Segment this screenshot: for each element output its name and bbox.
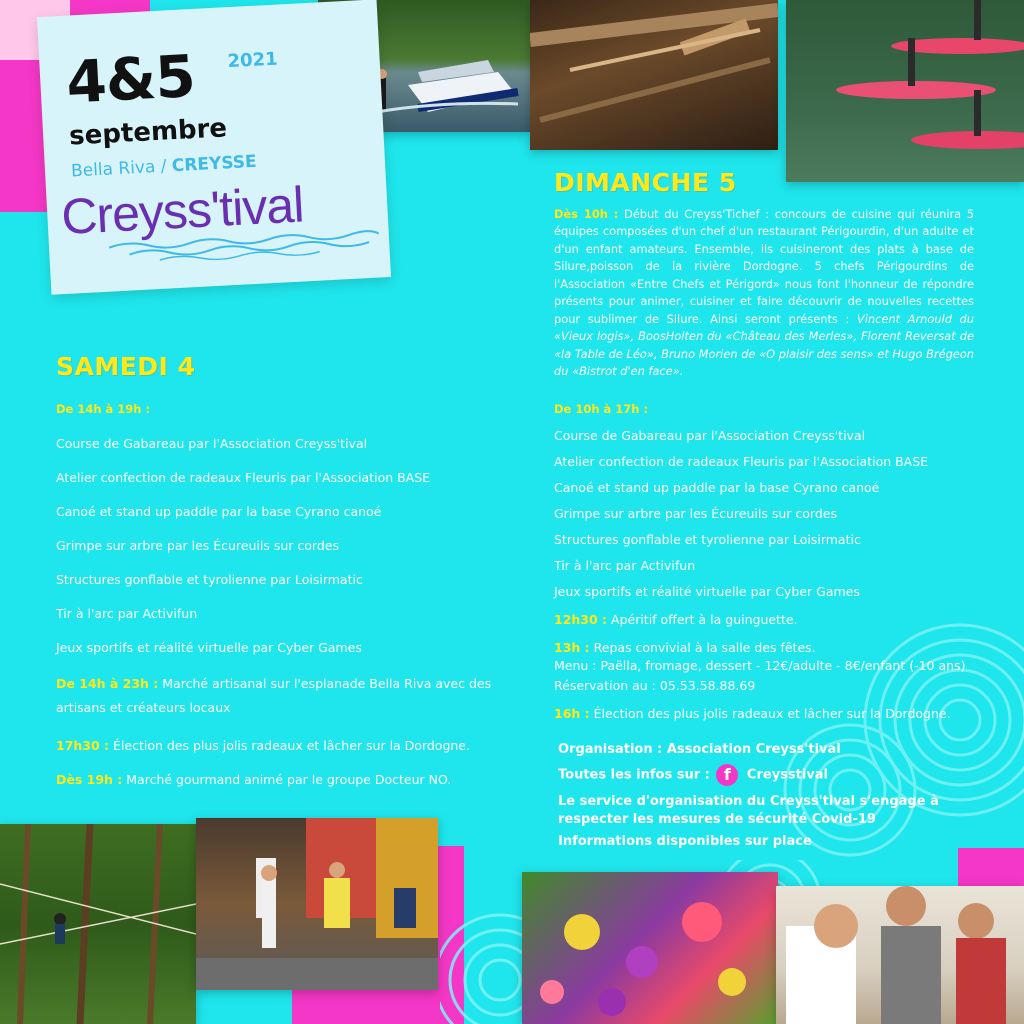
sunday-intro-time: Dès 10h : <box>554 207 619 221</box>
saturday-market <box>56 676 491 691</box>
photo-gabare-boat <box>530 0 778 150</box>
sunday-election <box>554 706 951 721</box>
saturday-activity: Canoé et stand up paddle par la base Cyrano canoé <box>56 504 382 519</box>
sunday-slot-time: De 10h à 17h : <box>554 402 649 416</box>
organisation-line: Organisation : Association Creyss'tival <box>558 742 841 757</box>
election-text: Élection des plus jolis radeaux et lâcher sur la Dordogne. <box>109 738 470 753</box>
facebook-icon: f <box>716 764 738 786</box>
event-location <box>71 152 258 182</box>
meal-time: 13h : <box>554 640 590 655</box>
sunday-activity: Jeux sportifs et réalité virtuelle par Cyber Games <box>554 584 860 599</box>
aperitif-text: Apéritif offert à la guinguette. <box>607 612 798 627</box>
election-time: 17h30 : <box>56 738 110 753</box>
sunday-election-time: 16h : <box>554 706 590 721</box>
saturday-title: SAMEDI 4 <box>56 352 196 381</box>
event-year: 2021 <box>227 48 279 73</box>
saturday-activity: Structures gonflable et tyrolienne par Loisirmatic <box>56 572 363 587</box>
gourmet-text: Marché gourmand animé par le groupe Docteur NO. <box>122 772 452 787</box>
saturday-activity: Tir à l'arc par Activifun <box>56 606 198 621</box>
facebook-line <box>558 764 828 786</box>
market-time: De 14h à 23h : <box>56 676 159 691</box>
sunday-activity: Grimpe sur arbre par les Écureuils sur cordes <box>554 506 837 521</box>
title-card <box>37 0 391 295</box>
saturday-election <box>56 738 470 753</box>
sunday-title: DIMANCHE 5 <box>554 168 737 197</box>
facebook-name[interactable]: Creysstival <box>746 767 829 783</box>
sunday-aperitif <box>554 612 798 627</box>
sunday-meal <box>554 640 816 655</box>
sunday-chefs: Vincent Arnould du «Vieux logis», BoosHolten du «Château des Merles», Florent Reversat de «la Table de Léo», Bruno Morien de «O plaisir des sens» et Hugo Brégeon du «Bistrot d'en face». <box>554 311 974 378</box>
sunday-activity: Tir à l'arc par Activifun <box>554 558 696 573</box>
location-town: CREYSSE <box>171 151 258 177</box>
gourmet-time: Dès 19h : <box>56 772 123 787</box>
meal-text: Repas convivial à la salle des fêtes. <box>589 640 816 655</box>
sunday-activity: Structures gonflable et tyrolienne par Loisirmatic <box>554 532 861 547</box>
saturday-activity: Jeux sportifs et réalité virtuelle par Cyber Games <box>56 640 362 655</box>
market-text: Marché artisanal sur l'esplanade Bella Riva avec des <box>158 676 492 691</box>
saturday-gourmet <box>56 772 451 787</box>
saturday-activity: Grimpe sur arbre par les Écureuils sur cordes <box>56 538 339 553</box>
saturday-activity: Course de Gabareau par l'Association Creyss'tival <box>56 436 368 451</box>
location-venue: Bella Riva / <box>70 156 173 182</box>
sunday-election-text: Élection des plus jolis radeaux et lâcher sur la Dordogne. <box>589 706 951 721</box>
sunday-activity: Canoé et stand up paddle par la base Cyrano canoé <box>554 480 880 495</box>
photo-flower-rafts <box>522 872 778 1024</box>
saturday-slot-time: De 14h à 19h : <box>56 402 151 416</box>
sunday-intro-text: Début du Creyss'Tichef : concours de cuisine qui réunira 5 équipes composées d'un chef d'un restaurant Périgourdin, d'un adulte et d'un enfant amateurs. Ensemble, ils cuisineront des plats à base de Silure,poisson de la rivière Dordogne. 5 chefs Périgourdins de l'Association «Entre Chefs et Périgord» nous font l'honneur de répondre présents pour animer, cuisiner et faire découvrir de nouvelles recettes pour sublimer de Silure. Ainsi seront présents : <box>554 207 974 326</box>
photo-chefs-cooking <box>776 886 1024 1024</box>
sunday-activity: Course de Gabareau par l'Association Creyss'tival <box>554 428 866 443</box>
photo-paddle <box>786 0 1024 182</box>
covid-line-1: Le service d'organisation du Creyss'tival s'engage à <box>558 794 939 809</box>
sunday-menu: Menu : Paëlla, fromage, dessert - 12€/adulte - 8€/enfant (-10 ans) <box>554 658 966 673</box>
sunday-intro <box>554 206 974 380</box>
aperitif-time: 12h30 : <box>554 612 608 627</box>
photo-tree-climbing <box>0 824 196 1024</box>
covid-line-2: respecter les mesures de sécurité Covid-19 <box>558 812 876 827</box>
photo-band-concert <box>196 818 438 990</box>
info-line: Informations disponibles sur place <box>558 834 812 849</box>
event-month: septembre <box>68 113 228 152</box>
creysstival-logo: Creyss'tival <box>59 176 305 246</box>
sunday-booking: Réservation au : 05.53.58.88.69 <box>554 678 756 693</box>
infos-prefix: Toutes les infos sur : <box>558 767 710 783</box>
sunday-activity: Atelier confection de radeaux Fleuris par l'Association BASE <box>554 454 929 469</box>
event-dates: 4&5 <box>64 41 197 117</box>
saturday-activity: Atelier confection de radeaux Fleuris par l'Association BASE <box>56 470 431 485</box>
saturday-market-cont: artisans et créateurs locaux <box>56 700 231 715</box>
